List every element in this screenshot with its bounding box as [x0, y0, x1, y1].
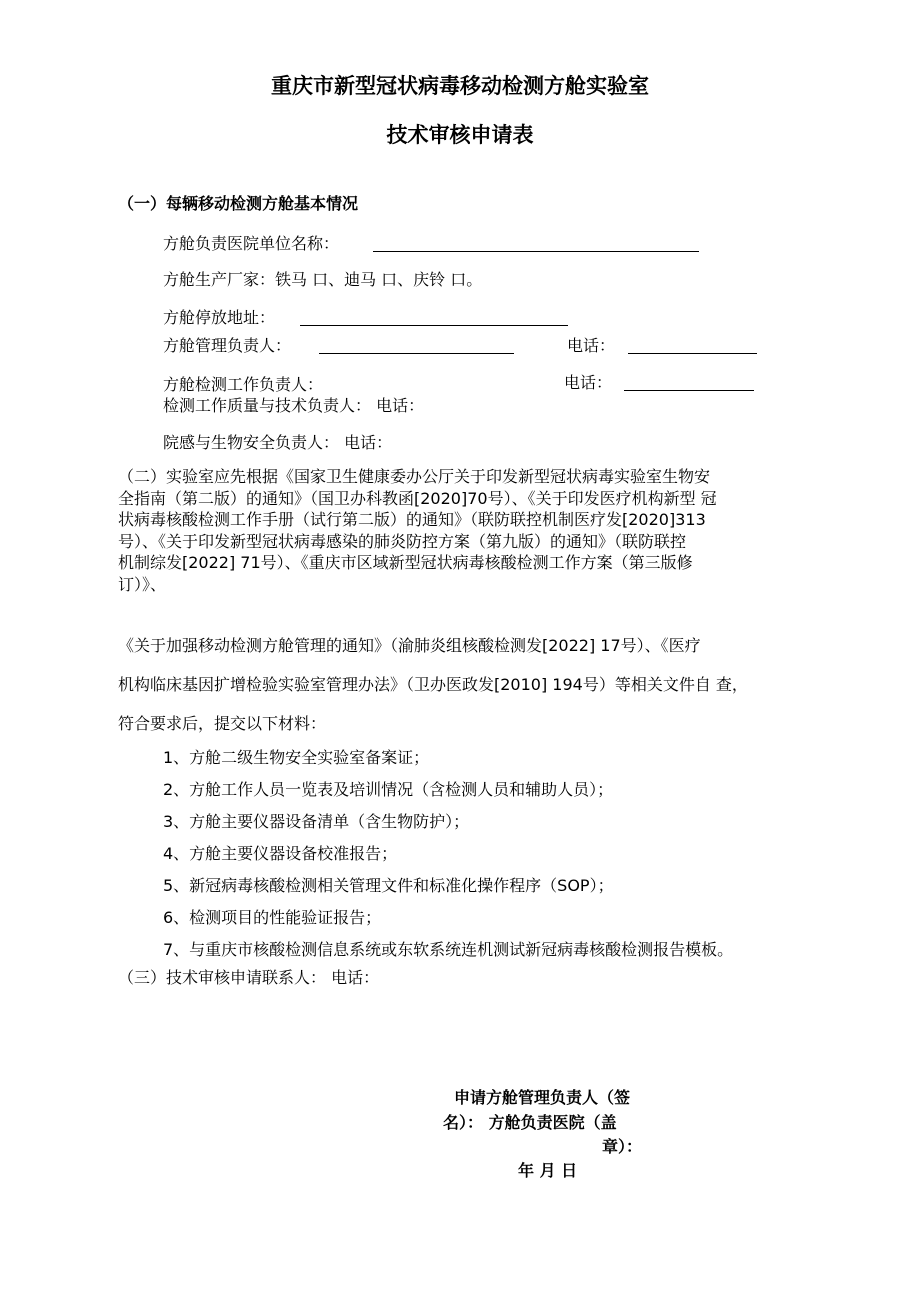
- materials-list: [163, 742, 733, 966]
- manager-phone-label: 电话：: [567, 336, 616, 355]
- signature-line-1: 申请方舱管理负责人（签: [454, 1088, 631, 1107]
- section-one-heading: （一）每辆移动检测方舱基本情况: [118, 194, 359, 213]
- list-item: 7、与重庆市核酸检测信息系统或东软系统连机测试新冠病毒核酸检测报告模板。: [163, 940, 734, 959]
- manager-phone-input-line[interactable]: [628, 353, 757, 354]
- list-item: 2、方舱工作人员一览表及培训情况（含检测人员和辅助人员）；: [163, 780, 614, 799]
- paragraph-line: 符合要求后，提交以下材料：: [118, 714, 327, 733]
- list-item: 1、方舱二级生物安全实验室备案证；: [163, 748, 430, 767]
- manager-label: 方舱管理负责人：: [163, 336, 292, 355]
- section-two-paragraph-continued: [118, 626, 748, 743]
- address-input-line[interactable]: [300, 325, 568, 326]
- paragraph-line: 机构临床基因扩增检验实验室管理办法》（卫办医政发[2010] 194号）等相关文件自 查，: [118, 675, 748, 694]
- paragraph-line: 全指南（第二版）的通知》（国卫办科教函[2020]70号）、《关于印发医疗机构新型 冠: [118, 488, 717, 508]
- list-item: 3、方舱主要仪器设备清单（含生物防护）；: [163, 812, 470, 831]
- signature-line-2: 名）： 方舱负责医院（盖: [443, 1113, 617, 1132]
- paragraph-line: 《关于加强移动检测方舱管理的通知》（渝肺炎组核酸检测发[2022] 17号）、《医疗: [118, 636, 701, 655]
- page-subtitle: 技术审核申请表: [386, 123, 534, 147]
- signature-date: 年 月 日: [518, 1161, 578, 1180]
- manager-input-line[interactable]: [319, 353, 514, 354]
- test-lead-phone-label: 电话：: [564, 373, 613, 392]
- list-item: 5、新冠病毒核酸检测相关管理文件和标准化操作程序（SOP）；: [163, 876, 614, 895]
- hospital-label: 方舱负责医院单位名称：: [163, 234, 340, 253]
- test-lead-phone-input-line[interactable]: [624, 390, 754, 391]
- paragraph-line: 状病毒核酸检测工作手册（试行第二版）的通知》（联防联控机制医疗发[2020]313: [118, 510, 706, 529]
- quality-lead-line: 检测工作质量与技术负责人： 电话：: [163, 396, 425, 415]
- manufacturer-line: 方舱生产厂家：铁马 口、迪马 口、庆铃 口。: [163, 270, 483, 289]
- test-lead-label: 方舱检测工作负责人：: [163, 375, 324, 394]
- paragraph-line: 号）、《关于印发新型冠状病毒感染的肺炎防控方案（第九版）的通知》（联防联控: [118, 531, 687, 551]
- section-two-paragraph: [118, 466, 717, 595]
- paragraph-line: 订）》、: [118, 574, 167, 594]
- signature-line-3: 章）：: [602, 1137, 643, 1156]
- contact-line: （三）技术审核申请联系人： 电话：: [118, 968, 380, 987]
- paragraph-line: 机制综发[2022] 71号）、《重庆市区域新型冠状病毒核酸检测工作方案（第三版修: [118, 553, 693, 572]
- paragraph-line: （二）实验室应先根据《国家卫生健康委办公厅关于印发新型冠状病毒实验室生物安: [118, 467, 711, 486]
- hospital-input-line[interactable]: [373, 251, 699, 252]
- biosafety-lead-line: 院感与生物安全负责人： 电话：: [163, 433, 393, 452]
- list-item: 4、方舱主要仪器设备校准报告；: [163, 844, 398, 863]
- page-title: 重庆市新型冠状病毒移动检测方舱实验室: [271, 74, 649, 98]
- address-label: 方舱停放地址：: [163, 308, 276, 327]
- list-item: 6、检测项目的性能验证报告；: [163, 908, 382, 927]
